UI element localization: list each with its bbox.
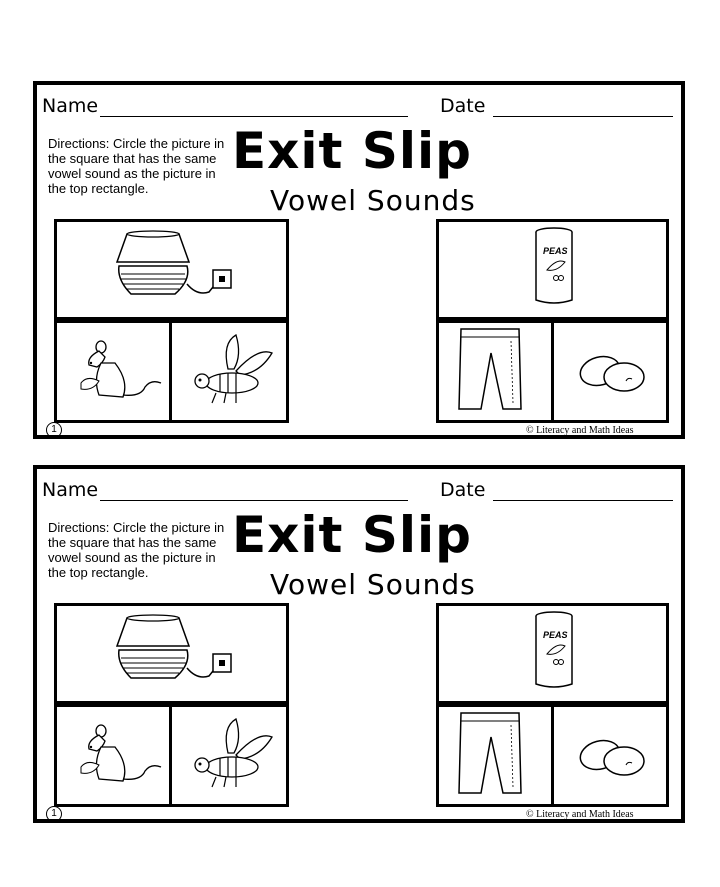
picture-box-lamp <box>54 219 289 320</box>
slip-title: Exit Slip <box>232 506 472 564</box>
bee-icon <box>172 323 286 420</box>
name-field <box>42 479 408 501</box>
date-field <box>440 479 673 501</box>
choice-box-pants[interactable] <box>436 320 554 423</box>
directions-text: Directions: Circle the picture in the square that has the same vowel sound as the picture in the top rectangle. <box>48 520 225 580</box>
lamp-icon <box>57 606 286 701</box>
peas-label: PEAS <box>543 246 568 256</box>
copyright-text: © Literacy and Math Ideas <box>526 809 634 820</box>
name-label: Name <box>42 95 99 117</box>
choice-box-bee[interactable] <box>169 320 289 423</box>
peas-can-icon <box>439 606 666 701</box>
picture-box-lamp <box>54 603 289 704</box>
choice-box-bee[interactable] <box>169 704 289 807</box>
rat-icon <box>57 707 169 804</box>
choice-box-pants[interactable] <box>436 704 554 807</box>
date-line[interactable] <box>493 482 673 501</box>
name-field <box>42 95 408 117</box>
slip-subtitle: Vowel Sounds <box>270 568 476 601</box>
copyright-text: © Literacy and Math Ideas <box>526 425 634 436</box>
date-field <box>440 95 673 117</box>
exit-slip-1 <box>33 81 685 439</box>
slip-number: 1 <box>46 422 62 438</box>
rat-icon <box>57 323 169 420</box>
directions-text: Directions: Circle the picture in the square that has the same vowel sound as the picture in the top rectangle. <box>48 136 225 196</box>
eggs-icon <box>554 707 666 804</box>
date-line[interactable] <box>493 98 673 117</box>
date-label: Date <box>440 95 486 117</box>
choice-box-eggs[interactable] <box>551 320 669 423</box>
peas-can-icon <box>439 222 666 317</box>
choice-box-rat[interactable] <box>54 320 172 423</box>
name-label: Name <box>42 479 99 501</box>
lamp-icon <box>57 222 286 317</box>
picture-box-peas <box>436 219 669 320</box>
name-line[interactable] <box>100 98 408 117</box>
peas-label: PEAS <box>543 630 568 640</box>
eggs-icon <box>554 323 666 420</box>
name-line[interactable] <box>100 482 408 501</box>
slip-number: 1 <box>46 806 62 822</box>
picture-box-peas <box>436 603 669 704</box>
slip-title: Exit Slip <box>232 122 472 180</box>
choice-box-rat[interactable] <box>54 704 172 807</box>
pants-icon <box>439 707 551 804</box>
pants-icon <box>439 323 551 420</box>
date-label: Date <box>440 479 486 501</box>
exit-slip-2 <box>33 465 685 823</box>
choice-box-eggs[interactable] <box>551 704 669 807</box>
slip-subtitle: Vowel Sounds <box>270 184 476 217</box>
bee-icon <box>172 707 286 804</box>
